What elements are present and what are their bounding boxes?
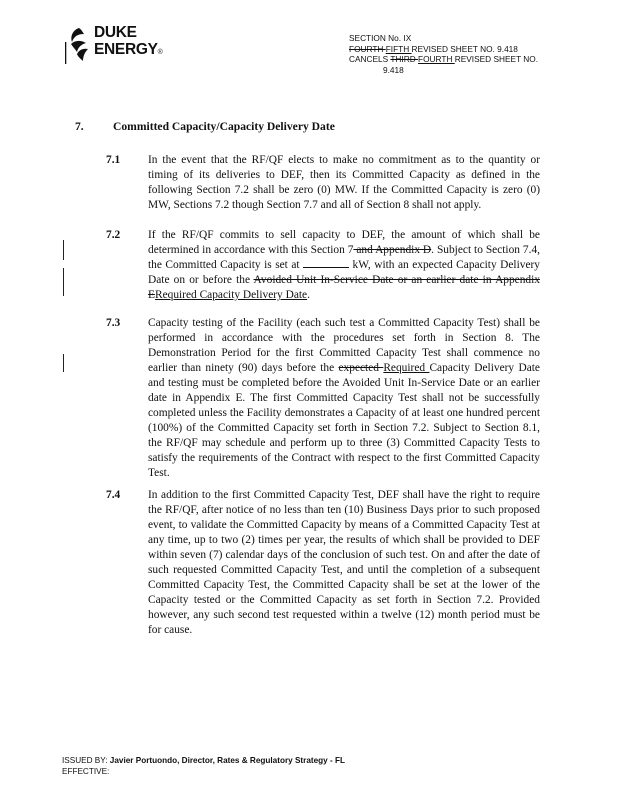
paragraph-number: 7.4	[106, 489, 121, 501]
logo-line-energy	[94, 41, 163, 61]
section-heading	[75, 120, 335, 133]
paragraph-text	[148, 316, 540, 481]
paragraph-7-2	[106, 228, 540, 303]
cancels-line	[349, 54, 538, 65]
paragraph-number: 7.1	[106, 154, 121, 166]
section-number-line: SECTION No. IX	[349, 33, 412, 43]
paragraph-7-1	[106, 153, 540, 213]
text-run: kW, with an expected Capacity Delivery Date on or before the	[148, 259, 540, 286]
capacity-blank-line	[303, 258, 349, 268]
logo-wordmark	[94, 24, 163, 61]
paragraph-number: 7.3	[106, 317, 121, 329]
duke-energy-logo	[62, 22, 192, 68]
sheet-rest: REVISED SHEET NO. 9.418	[411, 43, 518, 54]
logo-energy-text: ENERGY	[94, 41, 158, 58]
struck-text: and Appendix D	[353, 244, 432, 256]
inserted-text: Required	[383, 362, 430, 374]
text-run: If the RF/QF commits to sell capacity to DEF, the amount of which shall be determined in accordance with this Section 7	[148, 229, 540, 256]
issued-by-line	[62, 756, 345, 767]
struck-sheet-ordinal: FOURTH	[349, 43, 386, 54]
text-run: . Subject to Section 7.4, the Committed Capacity is set at	[148, 244, 540, 271]
new-sheet-ordinal: FIFTH	[385, 43, 412, 54]
inserted-text: Required Capacity Delivery Date	[154, 289, 308, 301]
issued-by-value: Javier Portuondo, Director, Rates & Regulatory Strategy - FL	[109, 756, 345, 765]
paragraph-text: In the event that the RF/QF elects to make no commitment as to the quantity or timing of its deliveries to DEF, then its Committed Capacity as defined in the following Section 7.2 shall be zero (0) MW. If the Committed Capacity is zero (0) MW, Sections 7.2 though Section 7.7 and all of Section 8 shall not apply.	[148, 154, 540, 211]
sheet-header	[349, 33, 538, 75]
paragraph-7-3	[106, 316, 540, 481]
revision-bar	[63, 240, 64, 260]
paragraph-text: In addition to the first Committed Capacity Test, DEF shall have the right to require the RF/QF, after notice of no less than ten (10) Business Days prior to such proposed event, to validate the Committed Capacity by means of a Committed Capacity Test at any time, up to two (2) times per year, the results of which shall be provided to DEF within seven (7) calendar days of the conclusion of such test. On and after the date of such requested Committed Capacity Test, and until the completion of a subsequent Committed Capacity Test, the Committed Capacity shall be set at the lower of the Capacity tested or the Committed Capacity as set forth in Section 7.2. Provided however, any such second test requested within a twelve (12) month period must be for cause.	[148, 489, 540, 636]
revised-sheet-line	[349, 44, 538, 55]
text-run: Capacity testing of the Facility (each such test a Committed Capacity Test) shall be performed in accordance with the procedures set forth in Section 8. The Demonstration Period for the first Committed Capacity Test shall commence no earlier than ninety (90) days before the	[148, 317, 540, 374]
text-run: Capacity Delivery Date and testing must be completed before the Avoided Unit In-Service Date or an earlier date in Appendix E. The first Committed Capacity Test shall not be successfully completed unless the Facility demonstrates a Capacity of at least one hundred percent (100%) of the Committed Capacity set forth in Section 7.2. Subject to Section 8.1, the RF/QF may schedule and perform up to three (3) Committed Capacity Tests to satisfy the requirements of the Contract with respect to the first Committed Capacity Test.	[148, 362, 540, 479]
duke-energy-flame-icon	[62, 22, 92, 68]
paragraph-7-4	[106, 488, 540, 638]
section-heading-title: Committed Capacity/Capacity Delivery Date	[113, 120, 335, 133]
issued-by-label: ISSUED BY:	[62, 756, 110, 765]
registered-mark: ®	[157, 49, 163, 56]
paragraph-number: 7.2	[106, 229, 121, 241]
cancels-prefix: CANCELS	[349, 54, 391, 64]
struck-text: Avoided Unit In-Service Date or an earlier date in Appendix E	[148, 274, 540, 301]
revision-bar	[63, 354, 64, 372]
effective-line: EFFECTIVE:	[62, 766, 110, 776]
revision-bar	[63, 268, 64, 296]
paragraph-text	[148, 228, 540, 303]
cancels-sheet-number: 9.418	[383, 64, 404, 75]
struck-text: expected	[338, 362, 384, 374]
sheet-footer	[62, 756, 345, 777]
struck-cancels-ordinal: THIRD	[390, 54, 419, 64]
text-run: .	[307, 289, 310, 301]
section-heading-number: 7.	[75, 120, 84, 133]
logo-line-duke: DUKE	[94, 24, 137, 41]
new-cancels-ordinal: FOURTH	[418, 54, 455, 64]
cancels-rest: REVISED SHEET NO.	[454, 54, 539, 64]
